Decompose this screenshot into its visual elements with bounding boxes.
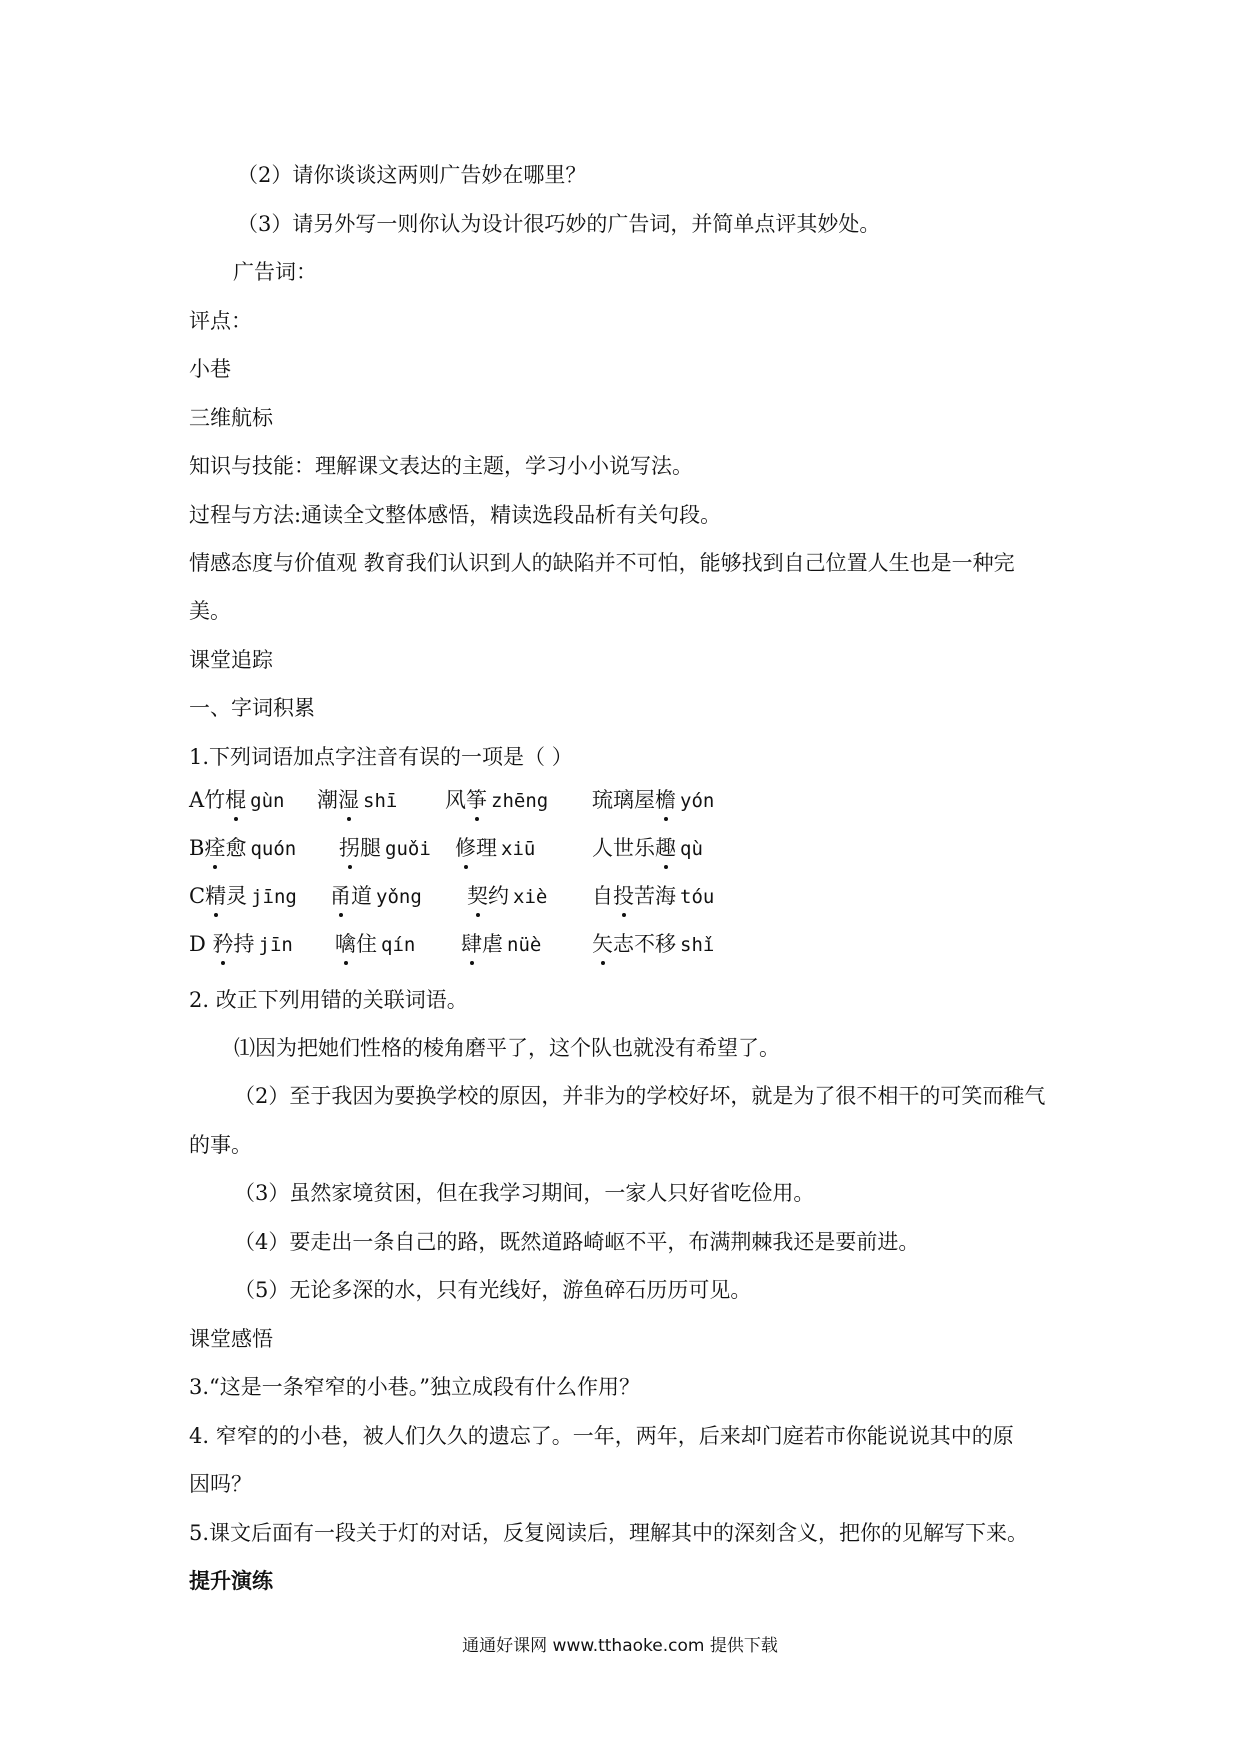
question-3-ad: （3）请另外写一则你认为设计很巧妙的广告词，并简单点评其妙处。	[237, 212, 881, 236]
option-item: D 矜持 jīn	[189, 932, 293, 956]
section-three-dimensional-goals: 三维航标	[189, 406, 273, 430]
option-item: 琉璃屋檐 yón	[592, 788, 715, 812]
option-item: 拐腿 guǒi	[339, 836, 431, 860]
option-item: B痊愈 quón	[189, 836, 297, 860]
goal-process: 过程与方法:通读全文整体感悟，精读选段品析有关句段。	[189, 503, 722, 527]
goal-emotion-line-2: 美。	[189, 599, 231, 623]
option-item: 潮湿 shī	[317, 788, 398, 812]
option-item: 风筝 zhēng	[445, 788, 549, 812]
section-class-tracking: 课堂追踪	[189, 648, 273, 672]
part-one-heading: 一、字词积累	[189, 696, 315, 720]
goal-knowledge: 知识与技能：理解课文表达的主题，学习小小说写法。	[189, 454, 693, 478]
page-footer: 通通好课网 www.tthaoke.com 提供下载	[462, 1636, 778, 1656]
option-item: 人世乐趣 qù	[592, 836, 703, 860]
question-2: 2. 改正下列用错的关联词语。	[189, 988, 468, 1012]
section-class-feelings: 课堂感悟	[189, 1327, 273, 1351]
question-2-item-2-line-2: 的事。	[189, 1133, 252, 1157]
question-4-line-1: 4. 窄窄的的小巷，被人们久久的遗忘了。一年，两年，后来却门庭若市你能说说其中的原	[189, 1424, 1014, 1448]
question-2-item-3: （3）虽然家境贫困，但在我学习期间，一家人只好省吃俭用。	[234, 1181, 815, 1205]
comment-label: 评点：	[189, 309, 252, 333]
question-4-line-2: 因吗？	[189, 1472, 252, 1496]
option-item: 契约 xiè	[467, 884, 548, 908]
question-2-item-5: （5）无论多深的水，只有光线好，游鱼碎石历历可见。	[234, 1278, 752, 1302]
question-2-ad: （2）请你谈谈这两则广告妙在哪里？	[237, 163, 587, 187]
lesson-title: 小巷	[189, 357, 231, 381]
option-item: 噙住 qín	[335, 932, 416, 956]
option-item: C精灵 jīng	[189, 884, 297, 908]
option-item: 矢志不移 shǐ	[592, 932, 715, 956]
option-item: 肆虐 nüè	[461, 932, 542, 956]
question-3: 3.“这是一条窄窄的小巷。”独立成段有什么作用？	[189, 1375, 641, 1399]
question-5: 5.课文后面有一段关于灯的对话，反复阅读后，理解其中的深刻含义，把你的见解写下来。	[189, 1521, 1029, 1545]
question-2-item-4: （4）要走出一条自己的路，既然道路崎岖不平，布满荆棘我还是要前进。	[234, 1230, 920, 1254]
question-2-item-1: ⑴因为把她们性格的棱角磨平了，这个队也就没有希望了。	[234, 1036, 780, 1060]
option-item: 甬道 yǒng	[330, 884, 422, 908]
option-item: 修理 xiū	[455, 836, 536, 860]
goal-emotion-line-1: 情感态度与价值观 教育我们认识到人的缺陷并不可怕，能够找到自己位置人生也是一种完	[189, 551, 1015, 575]
ad-slogan-label: 广告词：	[233, 260, 317, 284]
question-1: 1.下列词语加点字注音有误的一项是（ ）	[189, 745, 573, 769]
question-2-item-2-line-1: （2）至于我因为要换学校的原因，并非为的学校好坏，就是为了很不相干的可笑而稚气	[234, 1084, 1046, 1108]
section-practice: 提升演练	[189, 1568, 273, 1593]
option-item: A竹棍 gùn	[189, 788, 285, 812]
option-item: 自投苦海 tóu	[592, 884, 715, 908]
